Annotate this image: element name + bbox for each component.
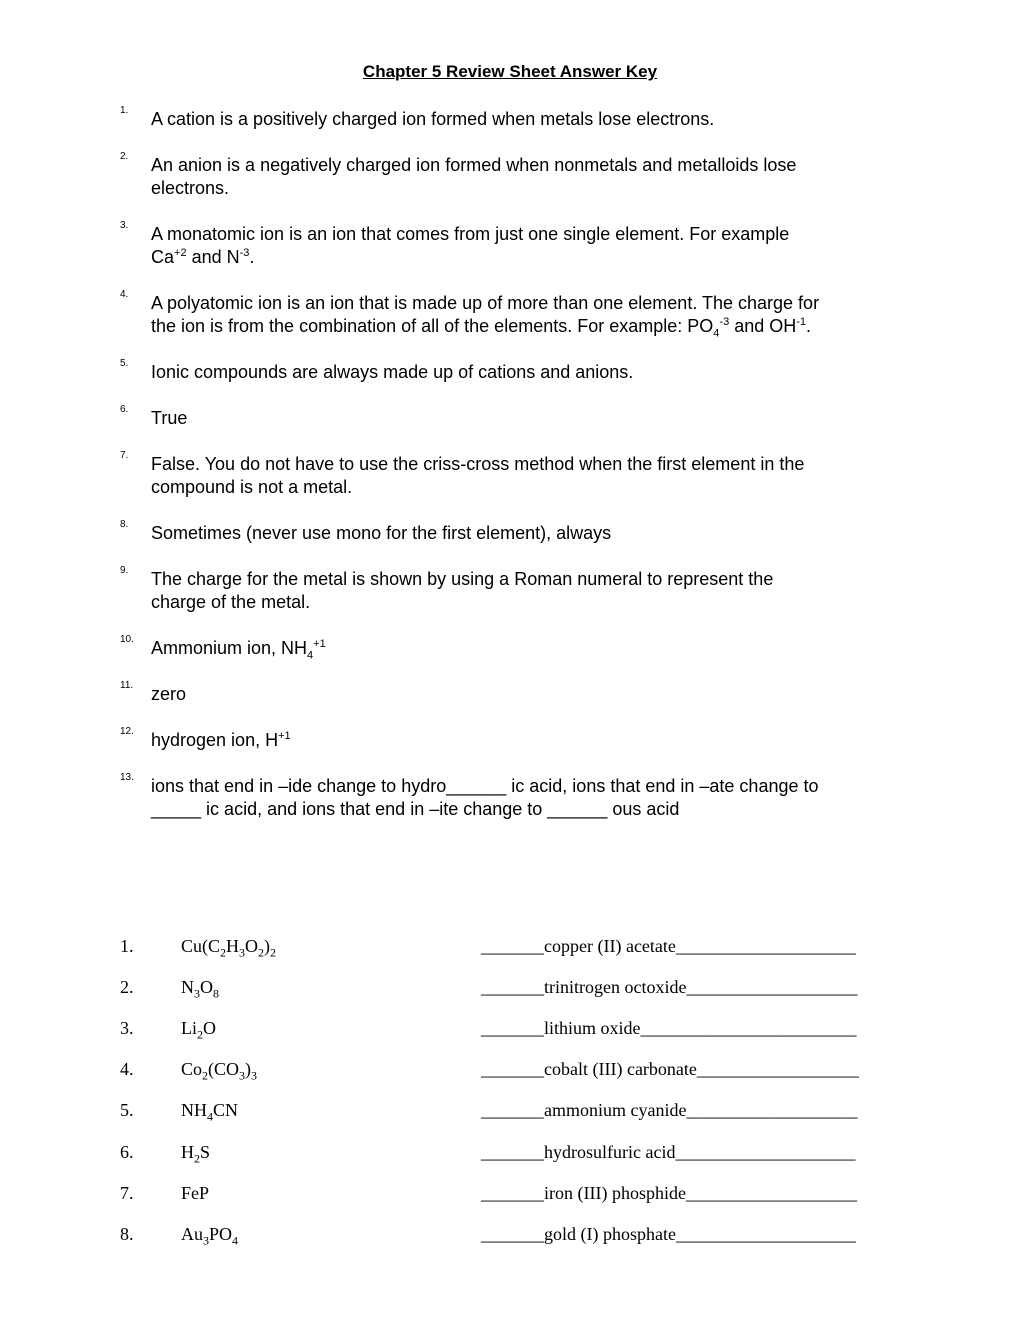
chemical-formula: $Au_3PO_4$ <box>181 1224 239 1248</box>
page-title: Chapter 5 Review Sheet Answer Key <box>362 62 658 81</box>
question-text: True <box>151 408 188 428</box>
question-2 <box>120 151 910 200</box>
question-1 <box>120 105 910 131</box>
question-number: 13. <box>120 772 134 783</box>
chemical-formula: FeP <box>181 1183 210 1203</box>
question-number: 4. <box>120 289 129 300</box>
question-11 <box>120 680 910 706</box>
row-number: 6. <box>120 1142 134 1162</box>
row-number: 5. <box>120 1100 134 1120</box>
question-9 <box>120 565 910 614</box>
question-5 <box>120 358 910 384</box>
compound-name-answer: _______ammonium cyanide___________________ <box>481 1100 858 1120</box>
question-text: A monatomic ion is an ion that comes from just one single element. For example $Ca^{+2}$ and $N^{-3}$. <box>151 224 790 267</box>
question-text: hydrogen ion, $H^{+1}$ <box>151 730 291 750</box>
chemical-formula: $Li_2O$ <box>181 1018 216 1042</box>
row-number: 7. <box>120 1183 134 1203</box>
question-10 <box>120 634 910 662</box>
compound-name-answer: _______trinitrogen octoxide___________________ <box>481 977 858 997</box>
question-text: zero <box>151 684 187 704</box>
question-number: 8. <box>120 519 129 530</box>
question-text: False. You do not have to use the criss-cross method when the first element in the compound is not a metal. <box>151 454 805 497</box>
question-8 <box>120 519 910 545</box>
question-text: A cation is a positively charged ion formed when metals lose electrons. <box>151 109 715 129</box>
compound-name-answer: _______iron (III) phosphide___________________ <box>481 1183 857 1203</box>
question-number: 7. <box>120 450 129 461</box>
chemical-formula: $Co_2(CO_3)_3$ <box>181 1059 258 1083</box>
compound-name-answer: _______gold (I) phosphate____________________ <box>481 1224 856 1244</box>
question-number: 11. <box>120 680 134 691</box>
chemical-formula: $NH_4CN$ <box>181 1100 239 1124</box>
question-number: 3. <box>120 220 129 231</box>
row-number: 3. <box>120 1018 134 1038</box>
question-number: 6. <box>120 404 129 415</box>
compound-name-answer: _______lithium oxide________________________ <box>481 1018 857 1038</box>
question-number: 10. <box>120 634 134 645</box>
question-text: An anion is a negatively charged ion formed when nonmetals and metalloids lose electrons. <box>151 155 797 198</box>
question-text: The charge for the metal is shown by using a Roman numeral to represent the charge of the metal. <box>151 569 774 612</box>
question-4 <box>120 289 910 340</box>
chemical-formula: $Cu(C_2H_3O_2)_2$ <box>181 936 277 960</box>
question-text: Ionic compounds are always made up of cations and anions. <box>151 362 634 382</box>
question-3 <box>120 220 910 269</box>
chemical-formula: $N_3O_8$ <box>181 977 219 1001</box>
question-number: 9. <box>120 565 129 576</box>
question-13 <box>120 772 910 821</box>
question-number: 12. <box>120 726 134 737</box>
row-number: 4. <box>120 1059 134 1079</box>
row-number: 8. <box>120 1224 134 1244</box>
question-number: 5. <box>120 358 129 369</box>
question-text: Ammonium ion, $NH_4^{+1}$ <box>151 638 326 662</box>
question-text: ions that end in –ide change to hydro______ ic acid, ions that end in –ate change to _____ ic acid, and ions that end in –ite change to ______ ous acid <box>151 776 819 819</box>
question-6 <box>120 404 910 430</box>
row-number: 1. <box>120 936 134 956</box>
compound-name-answer: _______copper (II) acetate____________________ <box>481 936 856 956</box>
question-text: Sometimes (never use mono for the first element), always <box>151 523 612 543</box>
compound-name-answer: _______cobalt (III) carbonate__________________ <box>481 1059 859 1079</box>
question-text: A polyatomic ion is an ion that is made up of more than one element. The charge for the ion is from the combination of all of the elements. For example: $PO_4^{-3}$ and $OH^{-1}$. <box>151 293 820 340</box>
question-number: 1. <box>120 105 129 116</box>
question-12 <box>120 726 910 752</box>
question-7 <box>120 450 910 499</box>
question-number: 2. <box>120 151 129 162</box>
chemical-formula: $H_2S$ <box>181 1142 211 1166</box>
compound-name-answer: _______hydrosulfuric acid____________________ <box>481 1142 856 1162</box>
row-number: 2. <box>120 977 134 997</box>
